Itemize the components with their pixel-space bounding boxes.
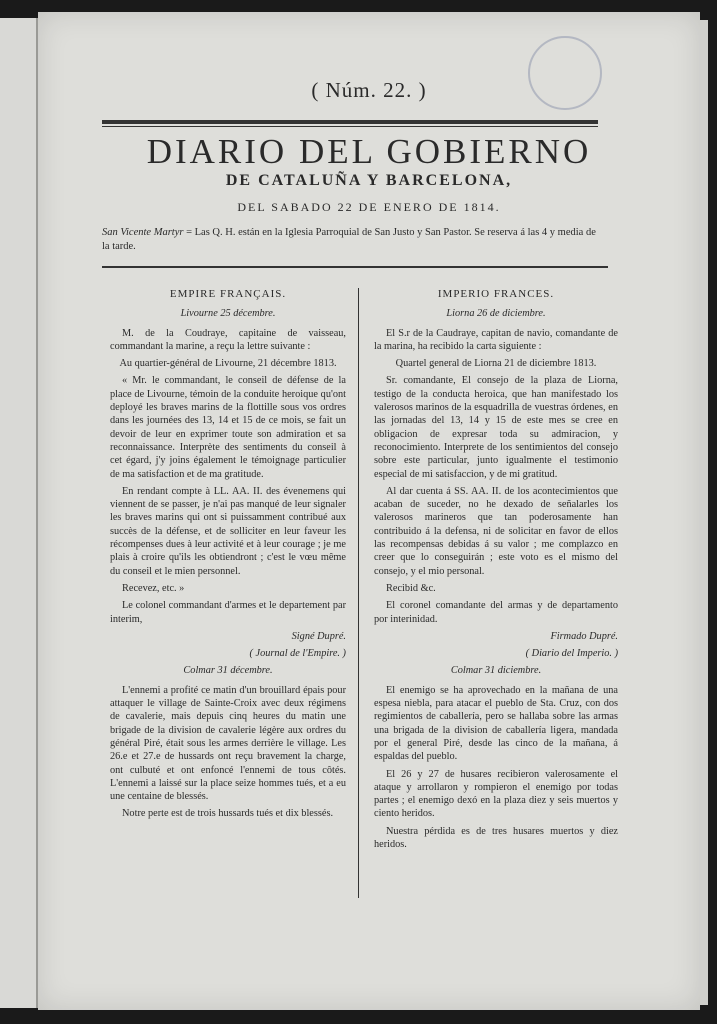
french-column [110,288,346,825]
paragraph: Le colonel commandant d'armes et le departement par interim, [110,600,346,625]
spanish-column [374,288,618,855]
paragraph: Au quartier-général de Livourne, 21 décembre 1813. [119,358,337,370]
masthead-title: DIARIO DEL GOBIERNO [146,132,592,171]
dateline: Livourne 25 décembre. [180,308,276,320]
paragraph: « Mr. le commandant, le conseil de défense de la place de Livourne, témoin de la conduite heroique qu'ont deployé les braves marins de la flottille sous vos ordres dans les journées des 13, 14 et 15 de ce mois, se fait un devoir de leur en exprimer toute son admiration et sa reconnaissance. Interprète des sentiments du conseil à cet égard, j'y joins également le témoignage particulier de ma satisfaction et de ma gratitude. [110,375,346,480]
dateline: Liorna 26 de diciembre. [446,308,546,320]
paragraph: Sr. comandante, El consejo de la plaza de Liorna, testigo de la conducta heroica, que han manifestado los valerosos marinos de la esquadrilla de vuestras órdenes, en las jornadas del 13, 14 y 15 de este mes se cree en obligacion de expresar toda su admiracion, y reconocimiento. Interprete de los sentimientos del consejo sobre este particular, junto igualmente el testimonio especial de mi satisfaccion, y de mi gratitud. [374,375,618,480]
paragraph: M. de la Coudraye, capitaine de vaisseau, commandant la marine, a reçu la lettre suivante : [110,327,346,352]
paragraph: El enemigo se ha aprovechado en la mañana de una espesa niebla, para atacar el pueblo de Sta. Cruz, con dos regimientos de caballería, pero se hallaba sobre las armas una brigada de la division de caballería ligera, mandada por el general Piré, desde las cinco de la mañana, á espaldas del pueblo. [374,684,618,763]
header-rule [102,120,598,124]
paragraph: En rendant compte à LL. AA. II. des évenemens qui viennent de se passer, je n'ai pas manqué de leur signaler les braves marins qui ont si puissamment contribué aux succès de la défense, et de solliciter en leur faveur les récompenses dues à leur activité et à leur courage ; je me plais à croire qu'ils les obtiendront ; c'est le vœu même du conseil et le mien personnel. [110,485,346,577]
masthead-subtitle: DE CATALUÑA Y BARCELONA, [225,172,513,189]
church-notice [102,226,602,254]
dateline: Colmar 31 diciembre. [450,665,542,677]
column-separator [358,288,359,898]
paragraph: Recevez, etc. » [122,582,185,594]
header-rule-thin [102,126,598,127]
paragraph: Quartel general de Liorna 21 de diciembre 1813. [395,358,597,370]
source: ( Diario del Imperio. ) [525,648,618,660]
paragraph: Al dar cuenta á SS. AA. II. de los acontecimientos que acaban de suceder, no he dexado de señalarles los valerosos marineros que tan poderosamente han contribuido á la defensa, ni de solicitar en favor de ellos las recompensas debidas á su valor ; me complazco en creer que lo conseguirán ; este voto es el mismo del consejo, y el mio personal. [374,485,618,577]
signature: Signé Dupré. [291,630,346,642]
paragraph: El S.r de la Caudraye, capitan de navio, comandante de la marina, ha recibido la carta siguiente : [374,327,618,352]
column-heading: IMPERIO FRANCES. [437,288,555,300]
source: ( Journal de l'Empire. ) [249,648,346,660]
section-rule [102,266,608,268]
page-edge [700,20,708,1005]
paragraph: L'ennemi a profité ce matin d'un brouillard épais pour attaquer le village de Sainte-Croix avec deux régimens de cavalerie, mais depuis cinq heures du matin une brigade de la division de cavalerie légère aux ordres du général Piré, était sous les armes derrière le village. Les 26.e et 27.e de hussards ont reçu bravement la charge, ont culbuté et ont enfoncé l'ennemi de tous côtés. L'ennemi a laissé sur la place seize hommes tués, et a eu une centaine de blessés. [110,684,346,803]
paragraph: El coronel comandante del armas y de departamento por interinidad. [374,600,618,625]
paragraph: Nuestra pérdida es de tres husares muertos y diez heridos. [374,825,618,850]
notice-text: = Las Q. H. están en la Iglesia Parroquial de San Justo y San Pastor. Se reserva á las 4 y media de la tarde. [102,227,596,252]
signature: Firmado Dupré. [550,630,618,642]
column-heading: EMPIRE FRANÇAIS. [169,288,287,300]
paragraph: Notre perte est de trois hussards tués et dix blessés. [122,808,334,820]
notice-saint: San Vicente Martyr [102,227,184,238]
paragraph: El 26 y 27 de husares recibieron valerosamente el ataque y arrollaron y rompieron el enemigo por todas partes ; el enemigo dexó en la plaza diez y seis muertos y ciento heridos. [374,768,618,820]
dateline: Colmar 31 décembre. [183,665,273,677]
facing-page-edge [0,18,38,1008]
issue-date: DEL SABADO 22 DE ENERO DE 1814. [237,200,501,214]
issue-number: ( Núm. 22. ) [311,78,427,102]
paragraph: Recibid &c. [386,582,436,594]
newspaper-page [38,12,700,1010]
